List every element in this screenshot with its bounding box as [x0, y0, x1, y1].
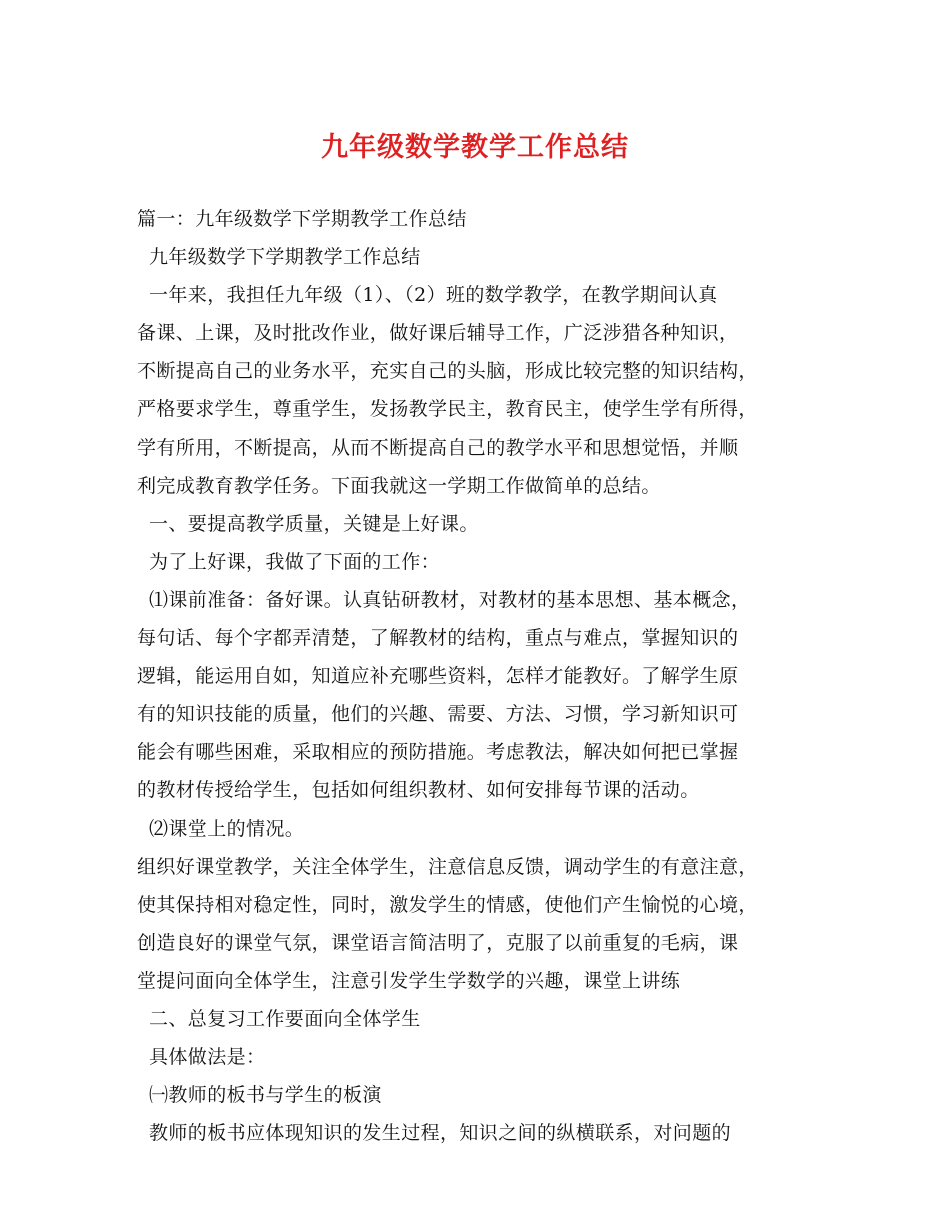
section-heading-line: 篇一：九年级数学下学期教学工作总结: [137, 208, 467, 230]
paragraph-line: ⑴课前准备：备好课。认真钻研教材，对教材的基本思想、基本概念，: [149, 588, 751, 611]
paragraph-line: 每句话、每个字都弄清楚，了解教材的结构，重点与难点，掌握知识的: [137, 627, 739, 650]
subtitle-line: 九年级数学下学期教学工作总结: [149, 246, 421, 269]
paragraph-line: 为了上好课，我做了下面的工作：: [149, 550, 441, 573]
paragraph-line: 使其保持相对稳定性，同时，激发学生的情感，使他们产生愉悦的心境，: [137, 893, 758, 916]
paragraph-line: 备课、上课，及时批改作业，做好课后辅导工作，广泛涉猎各种知识，: [137, 322, 739, 345]
paragraph-line: ㈠教师的板书与学生的板演: [149, 1084, 382, 1107]
document-title: 九年级数学教学工作总结: [321, 132, 629, 163]
paragraph-line: ⑵课堂上的情况。: [149, 817, 305, 840]
paragraph-line: 具体做法是：: [149, 1046, 266, 1069]
paragraph-line: 有的知识技能的质量，他们的兴趣、需要、方法、习惯，学习新知识可: [137, 703, 739, 726]
paragraph-line: 利完成教育教学任务。下面我就这一学期工作做简单的总结。: [137, 474, 661, 497]
paragraph-line: 学有所用，不断提高，从而不断提高自己的教学水平和思想觉悟，并顺: [137, 436, 739, 459]
subheading-line: 一、要提高教学质量，关键是上好课。: [149, 512, 479, 535]
paragraph-line: 能会有哪些困难，采取相应的预防措施。考虑教法，解决如何把已掌握: [137, 741, 739, 764]
paragraph-line: 一年来，我担任九年级（1）、（2）班的数学教学，在教学期间认真: [149, 284, 718, 307]
paragraph-line: 的教材传授给学生，包括如何组织教材、如何安排每节课的活动。: [137, 779, 700, 802]
document-body: [137, 200, 837, 1152]
paragraph-line: 不断提高自己的业务水平，充实自己的头脑，形成比较完整的知识结构，: [137, 360, 758, 383]
paragraph-line: 创造良好的课堂气氛，课堂语言简洁明了，克服了以前重复的毛病，课: [137, 931, 739, 954]
paragraph-line: 组织好课堂教学，关注全体学生，注意信息反馈，调动学生的有意注意，: [137, 855, 758, 878]
paragraph-line: 教师的板书应体现知识的发生过程，知识之间的纵横联系，对问题的: [149, 1122, 732, 1145]
paragraph-line: 堂提问面向全体学生，注意引发学生学数学的兴趣，课堂上讲练: [137, 969, 681, 992]
paragraph-line: 逻辑，能运用自如，知道应补充哪些资料，怎样才能教好。了解学生原: [137, 665, 739, 688]
subheading-line: 二、总复习工作要面向全体学生: [149, 1007, 421, 1030]
paragraph-line: 严格要求学生，尊重学生，发扬教学民主，教育民主，使学生学有所得，: [137, 398, 758, 421]
